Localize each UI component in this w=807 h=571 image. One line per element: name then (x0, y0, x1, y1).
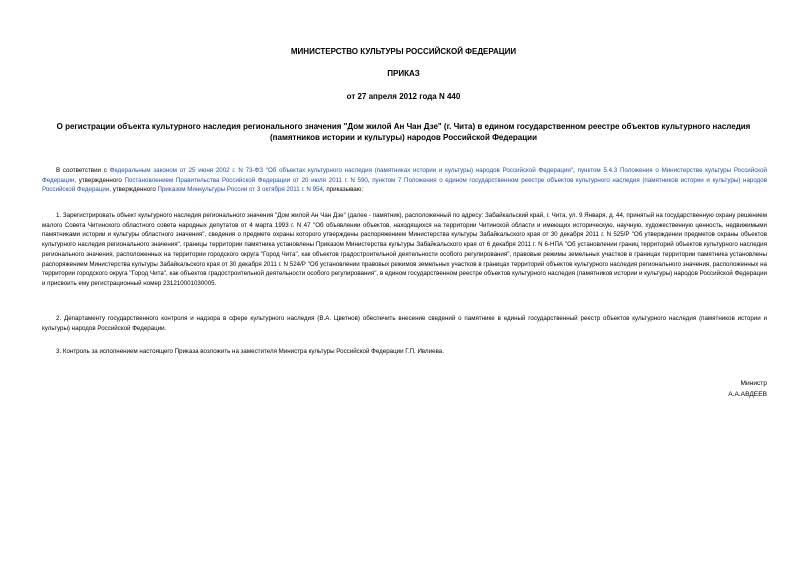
list-item: 3. Контроль за исполнением настоящего Приказа возложить на заместителя Министра культуры Российской Федерации Г.П. Ивлиева. (56, 348, 444, 355)
resolution-link[interactable]: Постановлением Правительства Российской Федерации от 20 июля 2011 г. N 590 (124, 176, 368, 184)
regulation-link[interactable]: пунктом 5.4.3 Положения о Министерстве культуры Российской Федерации (42, 167, 767, 184)
list-item: 1. Зарегистрировать объект культурного наследия регионального значения "Дом жилой Ан Чан Дзе" (далее - памятник), расположенный по адресу: Забайкальский край, г. Чита, ул. 9 Января, д. 44, принятый на государственную охрану решением малого Совета Читинского областного совета народных депутатов от 4 марта 1993 г. N 47 "Об объявлении объектов, находящихся на территории Читинской области и имеющих историческую, научную, художественную ценность, недвижимыми памятниками истории и культуры областного значения", сведения о предмете охраны которого утверждены распоряжением Министерства культуры Забайкальского края от 30 декабря 2011 г. N 525/Р "Об утверждении предметов охраны объектов культурного наследия регионального значения", границы территории памятника установлены Приказом Министерства культуры Забайкальского края от 6 декабря 2011 г. N 6-НПА "Об установлении границ территорий объектов культурного наследия регионального значения, расположенных на территории городского округа "Город Чита", как объектов градостроительной деятельности особого регулирования", правовые режимы земельных участков в границах территории памятника установлены распоряжением Министерства культуры Забайкальского края от 30 декабря 2011 г. N 524/Р "Об установлении правовых режимов земельных участков в границах территорий объектов культурного наследия регионального значения, расположенных на территории городского округа "Город Чита", как объектов градостроительной деятельности особого регулирования", в едином государственном реестре объектов культурного наследия (памятников истории и культуры) народов Российской Федерации и присвоить ему регистрационный номер 231210001030005. (42, 212, 767, 287)
ministry-order-link[interactable]: Приказом Минкультуры России от 3 октября 2011 г. N 954 (157, 186, 323, 194)
law-link[interactable]: Федеральным законом от 25 июня 2002 г. N 73-ФЗ "Об объектах культурного наследия (памятниках истории и культуры) народов Российской Федерации" (109, 167, 574, 174)
date-number: от 27 апреля 2012 года N 440 (346, 92, 461, 101)
document-type: ПРИКАЗ (387, 69, 420, 78)
document-title: О регистрации объекта культурного наследия регионального значения "Дом жилой Ан Чан Дзе" (г. Чита) в едином государственном реестре объектов культурного наследия (памятников истории и культуры) народов Российской Федерации (56, 122, 751, 142)
signature-name: А.А.АВДЕЕВ (728, 391, 767, 398)
ministry-heading: МИНИСТЕРСТВО КУЛЬТУРЫ РОССИЙСКОЙ ФЕДЕРАЦИИ (290, 47, 517, 56)
preamble-text: , (367, 176, 373, 184)
preamble-text: , приказываю: (322, 186, 364, 194)
preamble-text: , утвержденного (74, 176, 125, 184)
signature-position: Министр (740, 380, 767, 387)
preamble (42, 166, 767, 195)
list-item: 2. Департаменту государственного контроля и надзора в сфере культурного наследия (В.А. Цветнов) обеспечить внесение сведений о памятнике в единый государственный реестр объектов культурного наследия (памятников истории и культуры) народов Российской Федерации. (42, 315, 767, 332)
preamble-text: , утвержденного (109, 186, 158, 194)
registry-regulation-link[interactable]: пунктом 7 Положения о едином государственном реестре объектов культурного наследия (памятников истории и культуры) народов Российской Федерации (42, 176, 767, 194)
preamble-text: В соответствии с (56, 167, 110, 174)
preamble-text: , (573, 167, 578, 174)
